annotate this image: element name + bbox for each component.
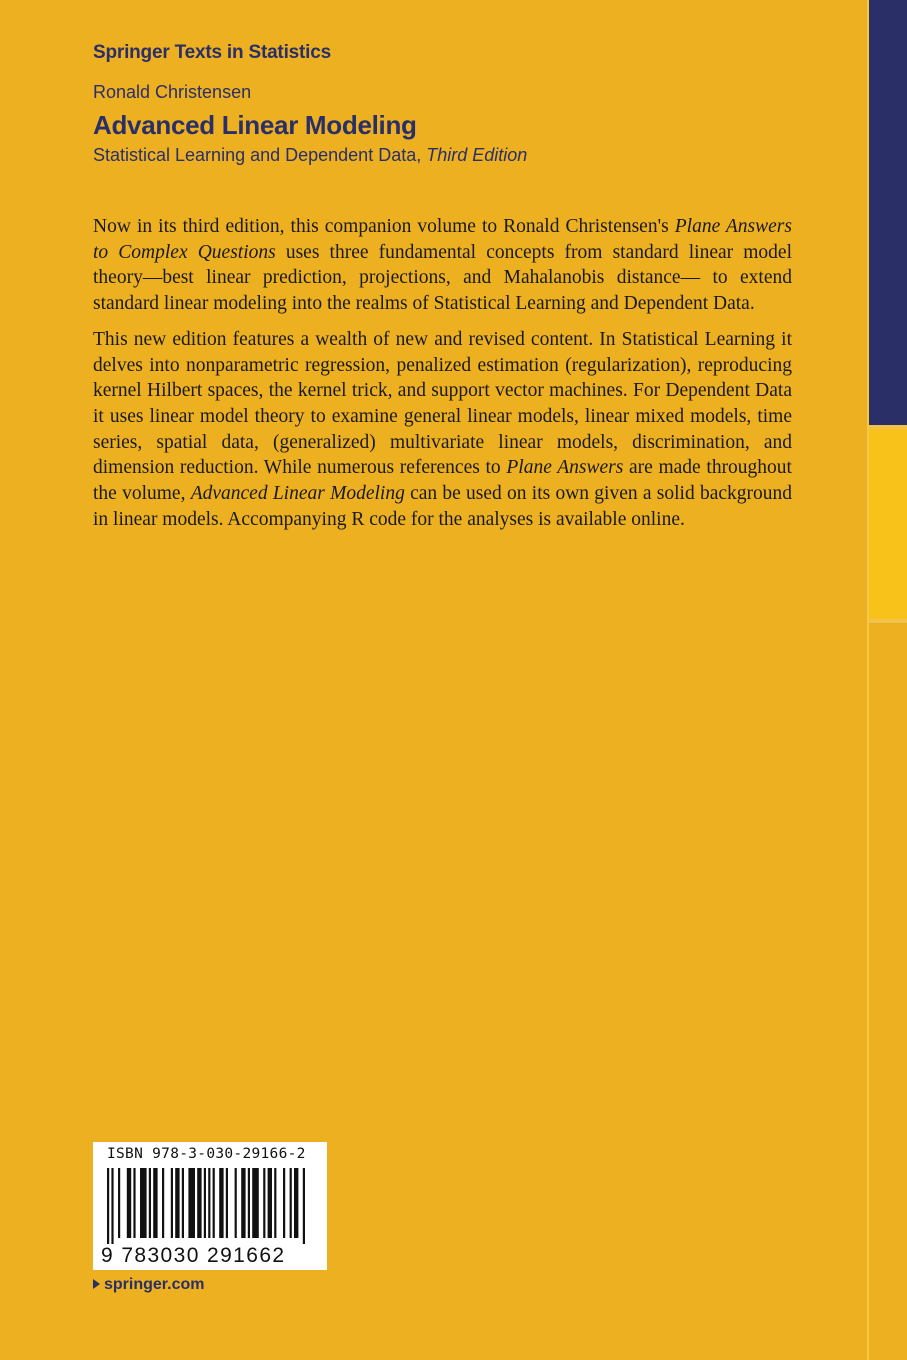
barcode-bar xyxy=(153,1168,157,1238)
barcode-bar xyxy=(274,1168,276,1238)
barcode-digits: 9 783030 291662 xyxy=(101,1244,286,1267)
barcode-bar xyxy=(235,1168,237,1238)
strip-yellow-block xyxy=(869,429,907,619)
barcode-bar xyxy=(204,1168,206,1238)
barcode-bar xyxy=(140,1168,147,1238)
barcode-bars xyxy=(103,1168,313,1244)
isbn-text: ISBN 978-3-030-29166-2 xyxy=(107,1146,306,1162)
text-run: Now in its third edition, this companion volume to Ronald Christensen's xyxy=(93,216,675,237)
barcode-bar xyxy=(133,1168,135,1238)
barcode-bar xyxy=(111,1168,113,1244)
italic-title-ref: Plane Answers xyxy=(506,457,624,479)
barcode-bar xyxy=(294,1168,298,1238)
description-paragraph-2 xyxy=(93,327,792,533)
barcode-bar xyxy=(263,1168,265,1238)
website-text: springer.com xyxy=(104,1276,205,1293)
publisher-website xyxy=(93,1276,204,1294)
barcode-bar xyxy=(197,1168,201,1238)
italic-title-ref: Advanced Linear Modeling xyxy=(190,483,405,505)
barcode-bar xyxy=(248,1168,250,1238)
book-subtitle xyxy=(93,145,527,166)
italic-title-ref: Plane Answers to Complex Questions xyxy=(93,216,792,263)
barcode-bar xyxy=(107,1168,109,1244)
barcode-bar xyxy=(226,1168,228,1238)
barcode-bar xyxy=(252,1168,259,1238)
barcode-bar xyxy=(268,1168,272,1238)
strip-navy-block xyxy=(869,0,907,425)
barcode-bar xyxy=(188,1168,195,1238)
barcode-bar xyxy=(213,1168,215,1238)
barcode-bar xyxy=(208,1168,210,1238)
color-strip xyxy=(867,0,907,1360)
barcode-bar xyxy=(219,1168,223,1238)
book-title: Advanced Linear Modeling xyxy=(93,110,417,140)
barcode-bar xyxy=(162,1168,164,1238)
strip-orange-block xyxy=(869,623,907,1360)
barcode-bar xyxy=(127,1168,131,1238)
subtitle-edition: Third Edition xyxy=(426,145,528,165)
text-run: can be used on its own given a solid background in linear models. Accompanying R code for the analyses is available online. xyxy=(93,483,792,530)
barcode-bar xyxy=(175,1168,179,1238)
author-name: Ronald Christensen xyxy=(93,82,252,102)
barcode-bar xyxy=(241,1168,245,1238)
barcode-bar xyxy=(118,1168,120,1238)
barcode-bar xyxy=(303,1168,305,1244)
text-run: uses three fundamental concepts from standard linear model theory—best linear prediction, projections, and Mahalanobis distance— to extend standard linear modeling into the realms of Statistical Learning and Dependent Data. xyxy=(93,241,792,315)
description-paragraph-1 xyxy=(93,214,792,317)
description xyxy=(93,214,792,542)
text-run: This new edition features a wealth of new and revised content. In Statistical Learning it delves into nonparametric regression, penalized estimation (regularization), reproducing kernel Hilbert spaces, the kernel trick, and support vector machines. For Dependent Data it uses linear model theory to examine general linear models, linear mixed models, time series, spatial data, (generalized) multivariate linear models, discrimination, and dimension reduction. While numerous references to xyxy=(93,328,792,479)
barcode-bar xyxy=(149,1168,151,1238)
text-run: are made throughout the volume, xyxy=(93,457,792,505)
barcode-bar xyxy=(290,1168,292,1238)
arrow-right-icon xyxy=(93,1279,100,1289)
series-name: Springer Texts in Statistics xyxy=(93,42,331,63)
barcode-bar xyxy=(171,1168,173,1238)
barcode-label xyxy=(93,1142,327,1270)
barcode-bar xyxy=(182,1168,184,1238)
subtitle-main: Statistical Learning and Dependent Data, xyxy=(93,145,422,165)
barcode-bar xyxy=(283,1168,285,1238)
